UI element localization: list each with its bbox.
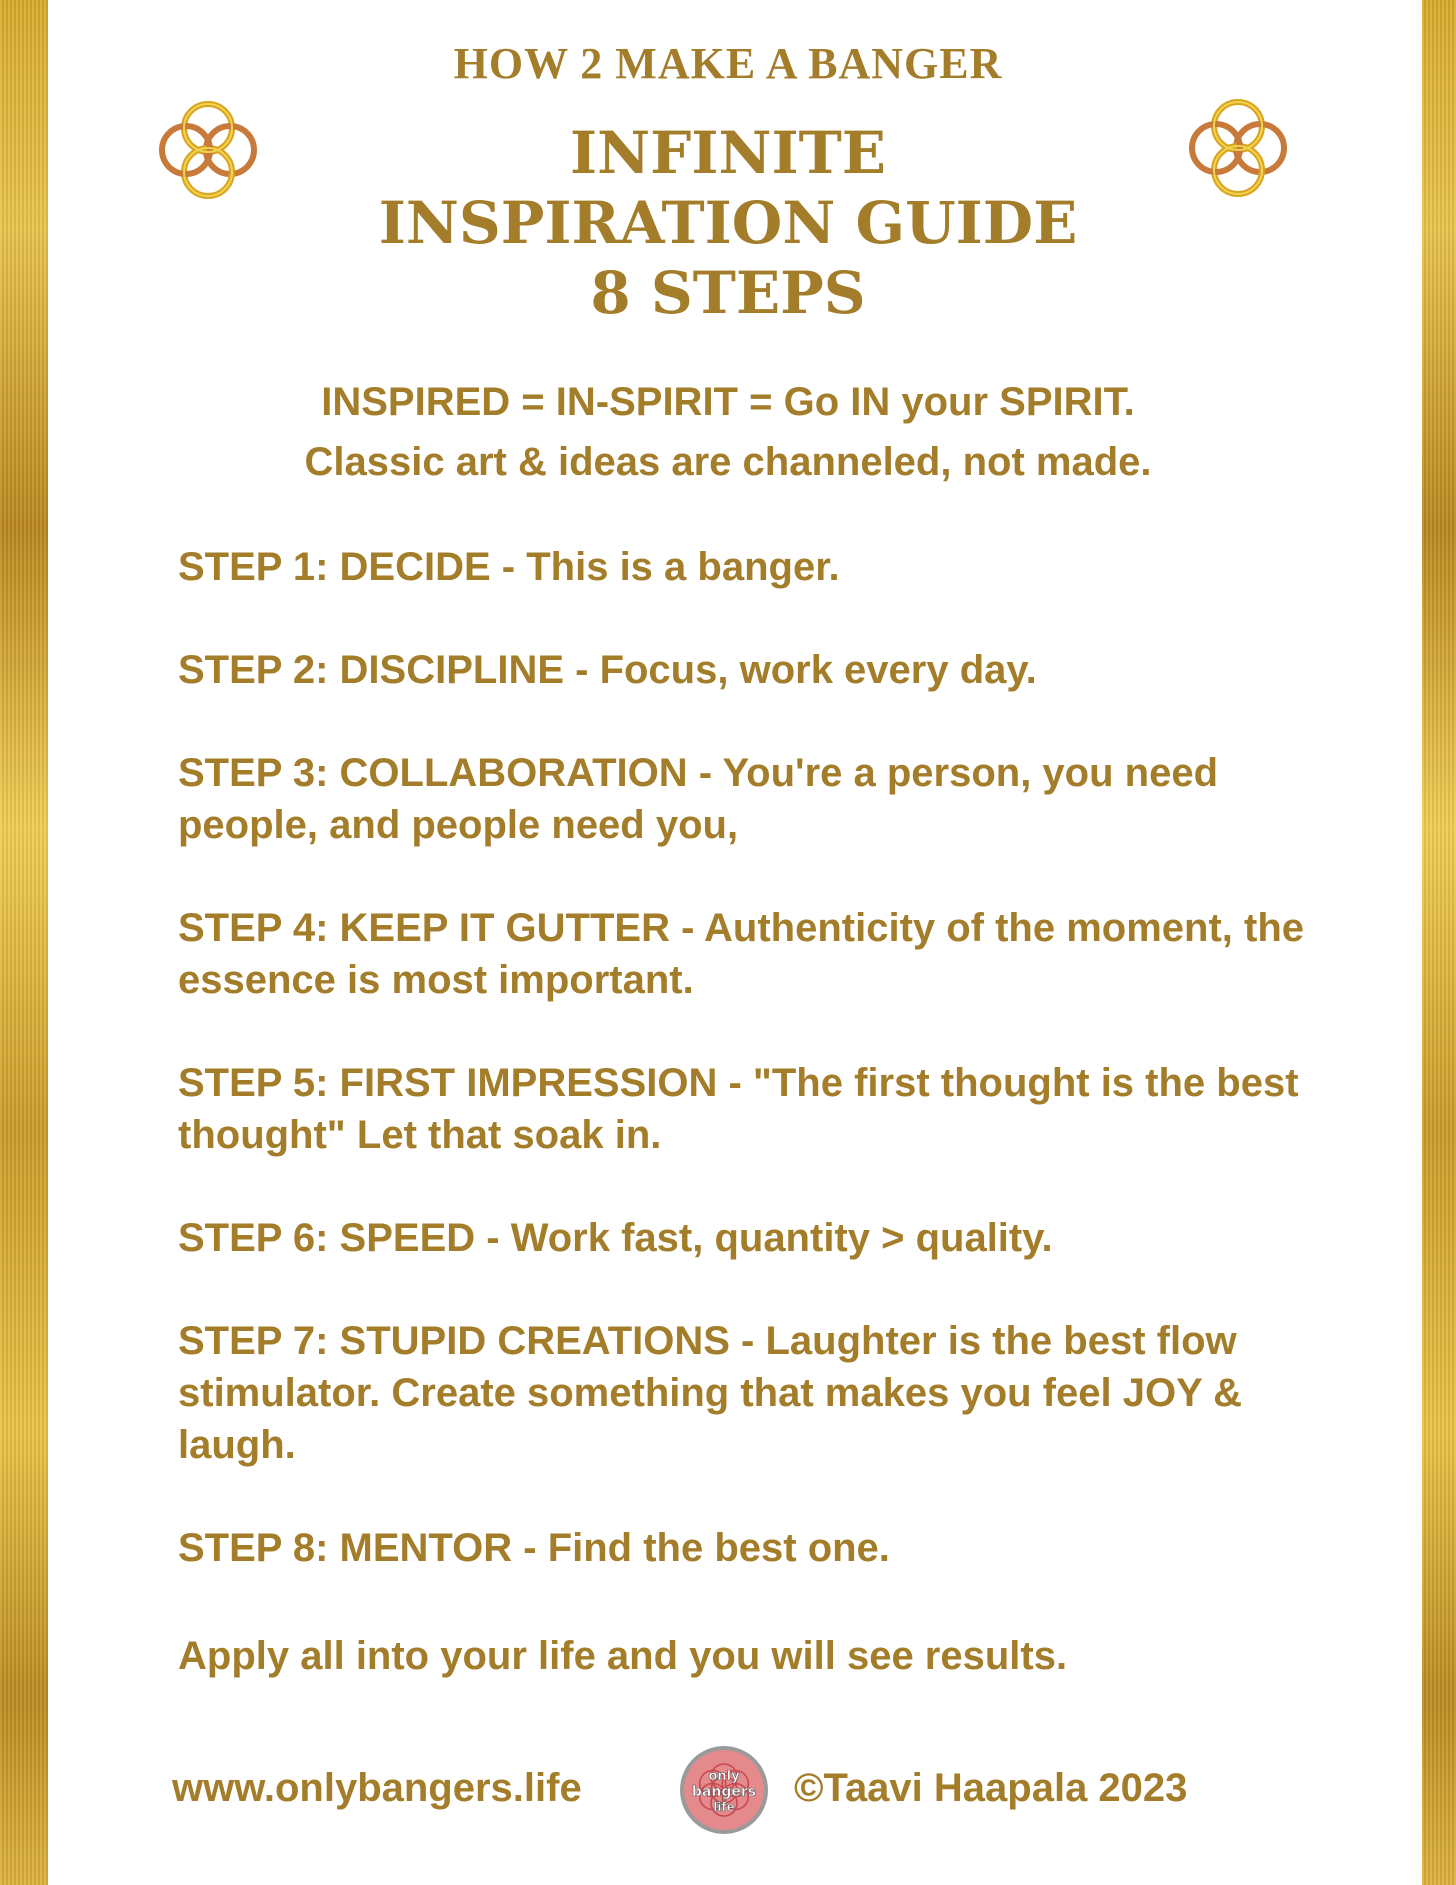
title-line-1: INFINITE bbox=[570, 119, 886, 187]
copyright-text: ©Taavi Haapala 2023 bbox=[794, 1766, 1188, 1810]
intro-text bbox=[0, 372, 1456, 492]
website-link[interactable]: www.onlybangers.life bbox=[172, 1766, 582, 1810]
step-4: STEP 4: KEEP IT GUTTER - Authenticity of the moment, the essence is most important. bbox=[178, 906, 1305, 1002]
step-5: STEP 5: FIRST IMPRESSION - "The first thought is the best thought" Let that soak in. bbox=[178, 1061, 1299, 1157]
flower-of-life-logo-icon bbox=[678, 1744, 770, 1836]
step-2: STEP 2: DISCIPLINE - Focus, work every day. bbox=[178, 648, 1037, 692]
step-1: STEP 1: DECIDE - This is a banger. bbox=[178, 545, 840, 589]
step-6: STEP 6: SPEED - Work fast, quantity > quality. bbox=[178, 1216, 1053, 1260]
page-title bbox=[0, 118, 1456, 328]
step-3: STEP 3: COLLABORATION - You're a person, you need people, and people need you, bbox=[178, 751, 1219, 847]
title-line-3: 8 STEPS bbox=[590, 259, 866, 327]
intro-line-1: INSPIRED = IN-SPIRIT = Go IN your SPIRIT. bbox=[321, 380, 1135, 424]
logo-text-bangers: bangers bbox=[691, 1784, 757, 1800]
logo-text-only: only bbox=[708, 1769, 740, 1784]
logo-text-life: life bbox=[713, 1800, 735, 1814]
title-line-2: INSPIRATION GUIDE bbox=[378, 189, 1078, 257]
intro-line-2: Classic art & ideas are channeled, not made. bbox=[304, 440, 1152, 484]
step-7: STEP 7: STUPID CREATIONS - Laughter is the best flow stimulator. Create something that makes you feel JOY & laugh. bbox=[178, 1319, 1243, 1467]
kicker-heading: HOW 2 MAKE A BANGER bbox=[453, 39, 1003, 88]
closing-statement: Apply all into your life and you will see results. bbox=[178, 1634, 1068, 1678]
steps-list bbox=[178, 541, 1318, 1625]
step-8: STEP 8: MENTOR - Find the best one. bbox=[178, 1526, 890, 1570]
